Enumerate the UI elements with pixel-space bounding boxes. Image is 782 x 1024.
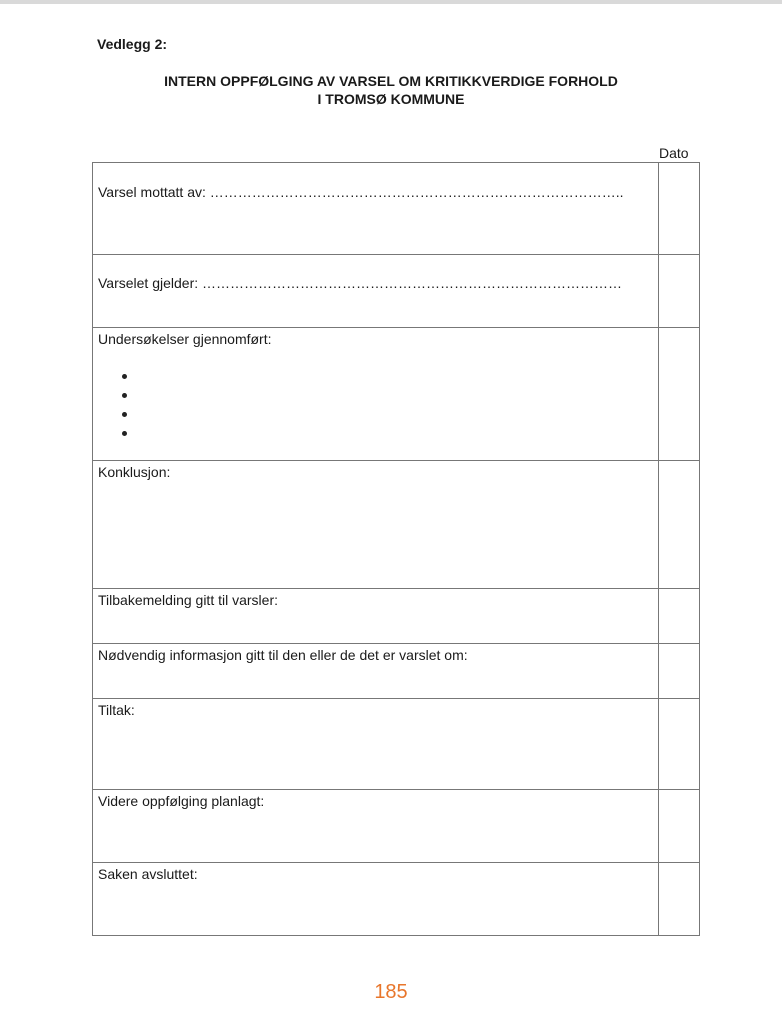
- row-tilbakemelding: [93, 588, 699, 644]
- bullet-point: [122, 374, 127, 379]
- row-label: Konklusjon:: [98, 464, 171, 480]
- title-line-1: INTERN OPPFØLGING AV VARSEL OM KRITIKKVERDIGE FORHOLD: [164, 73, 618, 89]
- row-label: Saken avsluttet:: [98, 866, 198, 882]
- row-label: Tiltak:: [98, 702, 135, 718]
- row-varsel-mottatt: [93, 163, 699, 254]
- date-column-header: Dato: [659, 145, 689, 161]
- row-konklusjon: [93, 460, 699, 589]
- date-column: [658, 163, 659, 935]
- bullet-point: [122, 393, 127, 398]
- appendix-label: Vedlegg 2:: [97, 36, 168, 52]
- row-undersokelser: [93, 327, 699, 461]
- row-nodvendig-informasjon: [93, 643, 699, 699]
- follow-up-form: [92, 162, 700, 936]
- bullet-point: [122, 412, 127, 417]
- top-border: [0, 0, 782, 4]
- row-tiltak: [93, 698, 699, 790]
- row-saken-avsluttet: [93, 862, 699, 936]
- row-label: Varsel mottatt av: ……………………………………………………………………………..: [98, 184, 624, 200]
- title-line-2: I TROMSØ KOMMUNE: [317, 91, 465, 107]
- document-title: [0, 72, 782, 108]
- row-label: Tilbakemelding gitt til varsler:: [98, 592, 278, 608]
- row-varselet-gjelder: [93, 254, 699, 328]
- row-label: Videre oppfølging planlagt:: [98, 793, 265, 809]
- row-label: Nødvendig informasjon gitt til den eller de det er varslet om:: [98, 647, 468, 663]
- row-videre-oppfolging: [93, 789, 699, 863]
- page-number: 185: [374, 981, 408, 1003]
- row-label: Varselet gjelder: ………………………………………………………………………………: [98, 275, 623, 291]
- bullet-point: [122, 431, 127, 436]
- row-label: Undersøkelser gjennomført:: [98, 331, 272, 347]
